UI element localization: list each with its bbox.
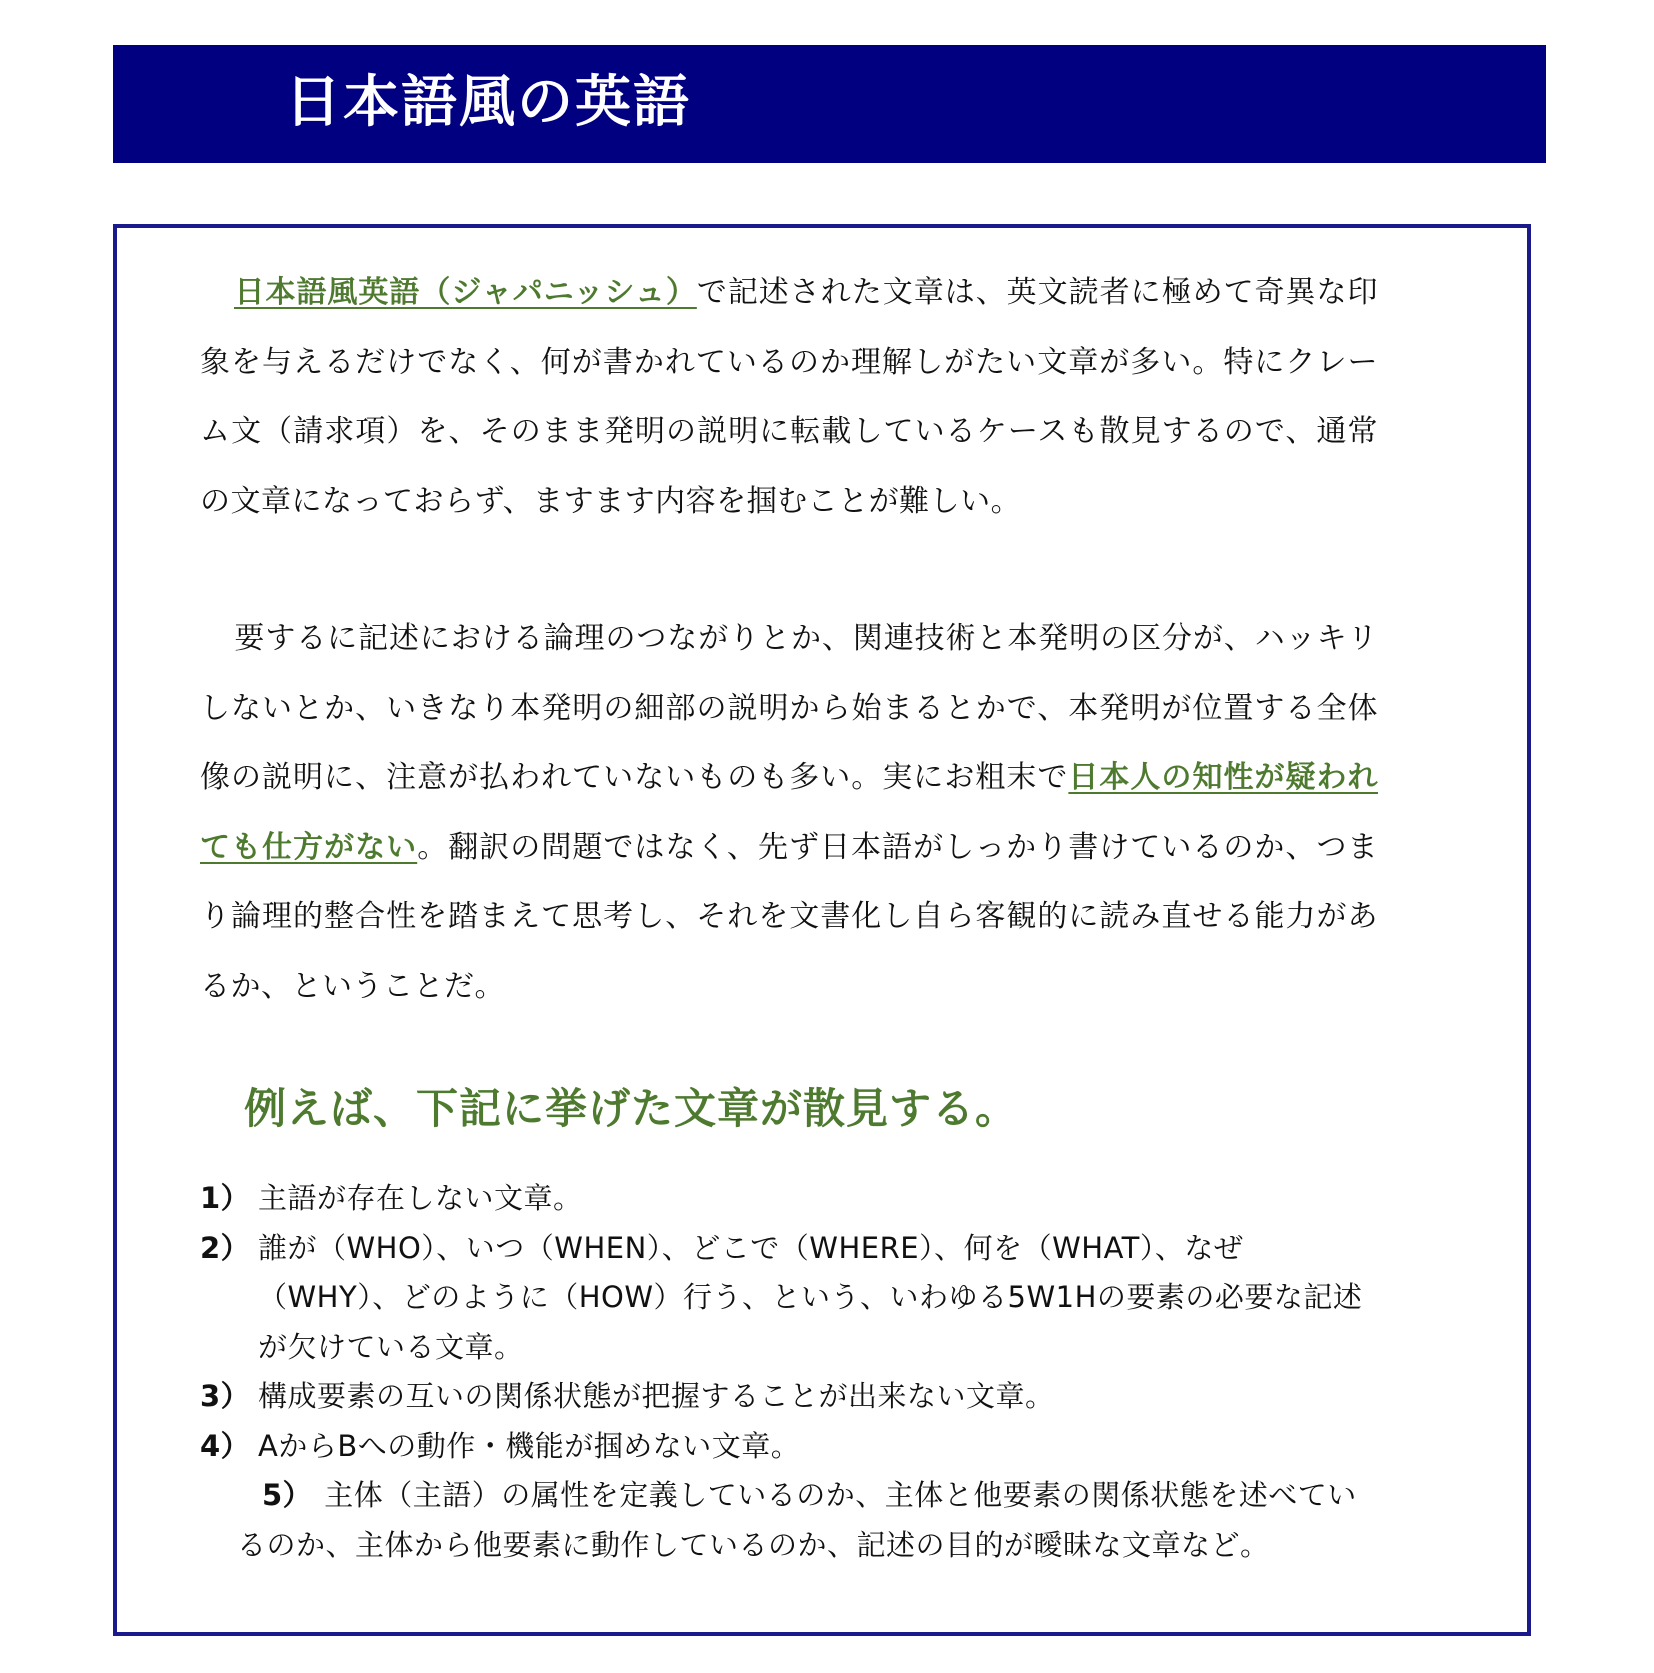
paragraph-2 <box>200 604 1378 1021</box>
list-text: 誰が（WHO）、いつ（WHEN）、どこで（WHERE）、何を（WHAT）、なぜ（WHY）、どのように（HOW）行う、という、いわゆる5W1Hの要素の必要な記述が欠けている文章。 <box>258 1230 1363 1364</box>
highlight-term-japanish: 日本語風英語（ジャパニッシュ） <box>234 275 697 310</box>
list-text: 構成要素の互いの関係状態が把握することが出来ない文章。 <box>258 1379 1055 1413</box>
list-number: 5） <box>262 1478 313 1512</box>
list-number: 1） <box>200 1181 251 1215</box>
title-banner <box>113 45 1546 163</box>
highlight-intellect-phrase: 日本人の知性が疑われても仕方がない <box>200 760 1379 865</box>
paragraph-2-text-before: 要するに記述における論理のつながりとか、関連技術と本発明の区分が、ハッキリしないとか、いきなり本発明の細部の説明から始まるとかで、本発明が位置する全体像の説明に、注意が払われていないものも多い。実にお粗末で <box>200 621 1378 795</box>
section-heading: 例えば、下記に挙げた文章が散見する。 <box>244 1084 1019 1133</box>
list-number: 2） <box>200 1230 251 1265</box>
paragraph-1 <box>200 258 1378 536</box>
content-box <box>113 224 1531 1636</box>
list-item <box>200 1471 1378 1570</box>
example-list <box>200 1174 1378 1570</box>
list-item <box>200 1422 1378 1472</box>
page-title: 日本語風の英語 <box>285 70 691 135</box>
list-item <box>200 1372 1378 1422</box>
paragraph-2-text-after: 。翻訳の問題ではなく、先ず日本語がしっかり書けているのか、つまり論理的整合性を踏まえて思考し、それを文書化し自ら客観的に読み直せる能力があるか、ということだ。 <box>200 829 1379 1004</box>
list-number: 3） <box>200 1379 251 1413</box>
list-item <box>200 1174 1378 1224</box>
list-text: AからBへの動作・機能が掴めない文章。 <box>258 1428 801 1463</box>
list-item <box>200 1224 1378 1373</box>
list-text: 主体（主語）の属性を定義しているのか、主体と他要素の関係状態を述べているのか、主体から他要素に動作しているのか、記述の目的が曖昧な文章など。 <box>237 1478 1357 1562</box>
list-number: 4） <box>200 1428 251 1463</box>
paragraph-1-text: で記述された文章は、英文読者に極めて奇異な印象を与えるだけでなく、何が書かれているのか理解しがたい文章が多い。特にクレーム文（請求項）を、そのまま発明の説明に転載しているケースも散見するので、通常の文章になっておらず、ますます内容を掴むことが難しい。 <box>200 275 1378 519</box>
list-text: 主語が存在しない文章。 <box>258 1181 583 1215</box>
